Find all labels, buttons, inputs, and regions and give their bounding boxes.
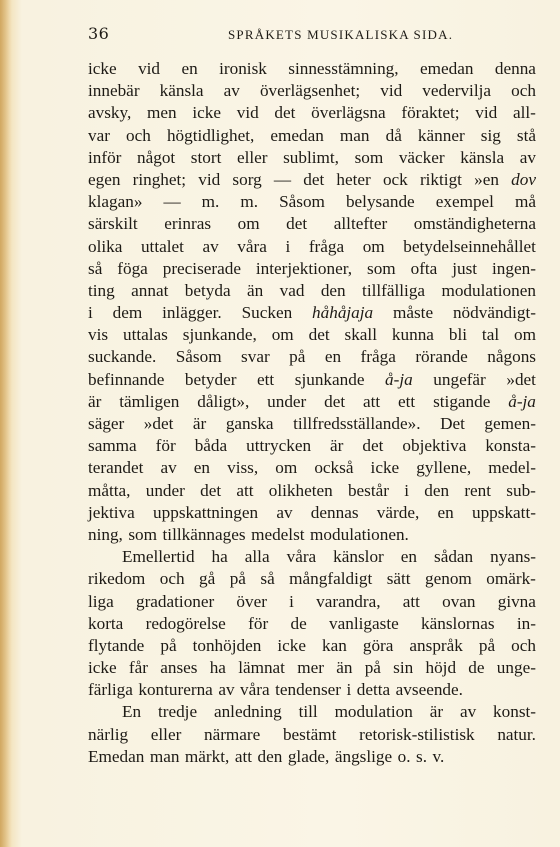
running-head: SPRÅKETS MUSIKALISKA SIDA. [228,27,454,42]
page-gutter [0,0,12,847]
text-line: så föga preciserade interjektioner, som ofta just ingen- [88,258,536,278]
text-line: i dem inlägger. Sucken håhåjaja måste nödvändigt- [88,303,536,323]
text-line: inför något stort eller sublimt, som väcker känsla av [88,147,536,167]
text-line: färliga konturerna av våra tendenser i detta avseende. [88,680,463,700]
text-line: Emellertid ha alla våra känslor en sådan nyans- [122,547,536,567]
text-line: ning, som tillkännages medelst modulationen. [88,524,409,544]
text-line: flytande på tonhöjden icke kan göra anspråk på och [88,635,536,655]
text-line: var och högtidlighet, emedan man då känner sig stå [88,125,536,145]
text-line: ting annat betyda än vad den tillfälliga modulationen [88,280,536,300]
text-line: säger »det är ganska tillfredsställande». Det gemen- [88,414,536,433]
text-line: suckande. Såsom svar på en fråga rörande någons [88,347,536,367]
text-line: terandet av en viss, om också icke gyllene, medel- [88,458,536,478]
text-line: samma för båda uttrycken är det objektiva konsta- [88,436,536,456]
text-line: rikedom och gå på så mångfaldigt sätt genom omärk- [88,569,536,589]
text-line: En tredje anledning till modulation är av konst- [122,702,536,722]
page-number: 36 [88,24,110,43]
text-line: icke vid en ironisk sinnesstämning, emedan denna [88,59,536,78]
text-line: egen ringhet; vid sorg — det heter ock riktigt »en dov [88,169,536,189]
text-line: korta redogörelse för de vanligaste känslornas in- [88,613,536,633]
text-line: liga gradationer över i varandra, att ovan givna [88,591,536,611]
text-line: avsky, men icke vid det överlägsna föraktet; vid all- [88,103,536,123]
text-line: är tämligen dåligt», under det att ett stigande å-ja [88,391,536,411]
text-line: olika uttalet av våra i fråga om betydelseinnehållet [88,236,536,256]
text-line: särskilt erinras om det alltefter omständigheterna [88,214,536,234]
page-header [88,24,536,50]
text-line: vis uttalas sjunkande, om det skall kunna bli tal om [88,325,536,345]
text-line: jektiva uppskattningen av dennas värde, en uppskatt- [88,502,536,522]
text-line: närlig eller närmare bestämt retorisk-stilistisk natur. [88,724,536,744]
text-line: måtta, under det att olikheten består i den rent sub- [88,480,536,500]
text-line: innebär känsla av överlägsenhet; vid vedervilja och [88,81,536,101]
body-text [88,58,536,768]
text-line: Emedan man märkt, att den glade, ängslige o. s. v. [88,746,445,766]
text-line: befinnande betyder ett sjunkande å-ja ungefär »det [88,369,536,389]
text-line: icke får anses ha lämnat mer än på sin höjd de unge- [88,658,536,678]
text-line: klagan» — m. m. Såsom belysande exempel må [88,192,536,212]
